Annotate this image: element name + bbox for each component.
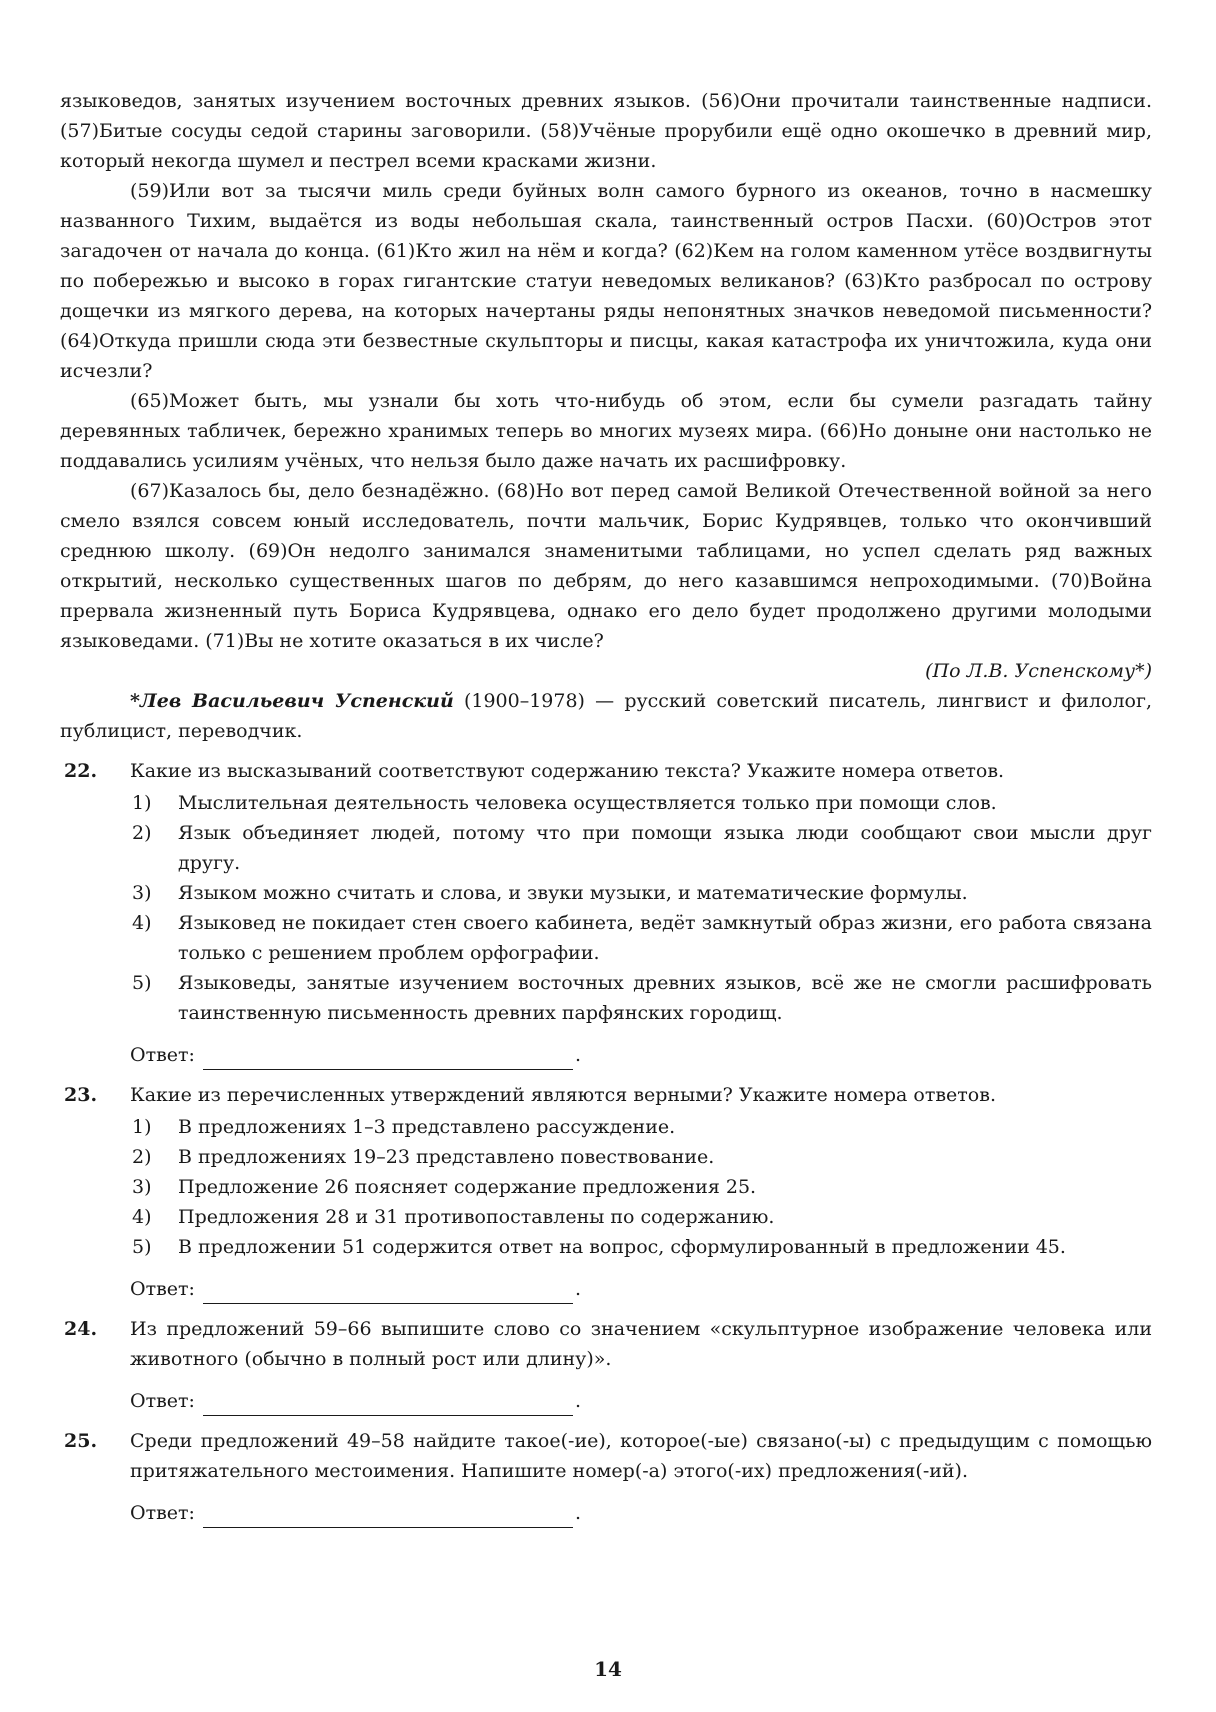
option-text: Языком можно считать и слова, и звуки музыки, и математические формулы. xyxy=(178,882,968,904)
footnote-text: (1900–1978) — русский советский писатель, лингвист и филолог, публицист, переводчик. xyxy=(60,690,1152,742)
option-text: В предложении 51 содержится ответ на вопрос, сформулированный в предложении 45. xyxy=(178,1236,1066,1258)
option-text: Языковед не покидает стен своего кабинета, ведёт замкнутый образ жизни, его работа связана только с решением проблем орфографии. xyxy=(178,912,1152,964)
option-number: 4) xyxy=(132,1206,152,1228)
answer-row xyxy=(130,1274,1152,1304)
option-number: 3) xyxy=(132,1176,152,1198)
paragraph: (67)Казалось бы, дело безнадёжно. (68)Но вот перед самой Великой Отечественной войной за него смело взялся совсем юный исследователь, почти мальчик, Борис Кудрявцев, только что окончивший среднюю школу. (69)Он недолго занимался знаменитыми таблицами, но успел сделать ряд важных открытий, несколько существенных шагов по дебрям, до него казавшимся непроходимыми. (70)Война прервала жизненный путь Бориса Кудрявцева, однако его дело будет продолжено другими молодыми языковедами. (71)Вы не хотите оказаться в их числе? xyxy=(60,480,1152,652)
text-source: (По Л.В. Успенскому*) xyxy=(925,660,1152,682)
answer-label: Ответ: xyxy=(130,1278,195,1300)
answer-row xyxy=(130,1498,1152,1528)
task-number: 23. xyxy=(64,1084,98,1106)
answer-dot: . xyxy=(574,1278,581,1300)
option xyxy=(130,968,1152,1028)
text-block xyxy=(60,86,1152,1534)
option-number: 1) xyxy=(132,1116,152,1138)
option xyxy=(130,1172,1152,1202)
answer-label: Ответ: xyxy=(130,1390,195,1412)
task-number: 22. xyxy=(64,760,98,782)
answer-input-25[interactable] xyxy=(203,1505,573,1528)
footnote xyxy=(60,686,1152,746)
option xyxy=(130,908,1152,968)
paragraph: (65)Может быть, мы узнали бы хоть что-нибудь об этом, если бы сумели разгадать тайну деревянных табличек, бережно хранимых теперь во многих музеях мира. (66)Но доныне они настолько не поддавались усилиям учёных, что нельзя было даже начать их расшифровку. xyxy=(60,390,1152,472)
task-question: Какие из перечисленных утверждений являются верными? Укажите номера ответов. xyxy=(130,1084,996,1106)
paragraph: языковедов, занятых изучением восточных древних языков. (56)Они прочитали таинственные надписи. (57)Битые сосуды седой старины заговорили. (58)Учёные прорубили ещё одно окошечко в древний мир, который некогда шумел и пестрел всеми красками жизни. xyxy=(60,90,1152,172)
option-number: 1) xyxy=(132,792,152,814)
option-text: Мыслительная деятельность человека осуществляется только при помощи слов. xyxy=(178,792,997,814)
option-text: В предложениях 1–3 представлено рассуждение. xyxy=(178,1116,676,1138)
option-number: 5) xyxy=(132,972,152,994)
option-text: В предложениях 19–23 представлено повествование. xyxy=(178,1146,715,1168)
option xyxy=(130,1202,1152,1232)
task-number: 24. xyxy=(64,1318,98,1340)
options-list xyxy=(130,1112,1152,1262)
option xyxy=(130,1142,1152,1172)
options-list xyxy=(130,788,1152,1028)
answer-input-24[interactable] xyxy=(203,1393,573,1416)
option-text: Предложения 28 и 31 противопоставлены по содержанию. xyxy=(178,1206,775,1228)
answer-dot: . xyxy=(574,1502,581,1524)
task-23 xyxy=(60,1080,1152,1304)
footnote-author: *Лев Васильевич Успенский xyxy=(130,690,454,712)
paragraph: (59)Или вот за тысячи миль среди буйных волн самого бурного из океанов, точно в насмешку названного Тихим, выдаётся из воды небольшая скала, таинственный остров Пасхи. (60)Остров этот загадочен от начала до конца. (61)Кто жил на нём и когда? (62)Кем на голом каменном утёсе воздвигнуты по побережью и высоко в горах гигантские статуи неведомых великанов? (63)Кто разбросал по острову дощечки из мягкого дерева, на которых начертаны ряды непонятных значков неведомой письменности? (64)Откуда пришли сюда эти безвестные скульпторы и писцы, какая катастрофа их уничтожила, куда они исчезли? xyxy=(60,180,1152,382)
answer-label: Ответ: xyxy=(130,1502,195,1524)
task-question: Среди предложений 49–58 найдите такое(-ие), которое(-ые) связано(-ы) с предыдущим с помощью притяжательного местоимения. Напишите номер(-а) этого(-их) предложения(-ий). xyxy=(130,1430,1152,1482)
task-number: 25. xyxy=(64,1430,98,1452)
option-text: Языковеды, занятые изучением восточных древних языков, всё же не смогли расшифровать таинственную письменность древних парфянских городищ. xyxy=(178,972,1152,1024)
answer-dot: . xyxy=(574,1044,581,1066)
option xyxy=(130,788,1152,818)
task-question: Какие из высказываний соответствуют содержанию текста? Укажите номера ответов. xyxy=(130,760,1005,782)
task-24 xyxy=(60,1314,1152,1416)
option-number: 5) xyxy=(132,1236,152,1258)
answer-input-23[interactable] xyxy=(203,1281,573,1304)
answer-dot: . xyxy=(574,1390,581,1412)
option xyxy=(130,1232,1152,1262)
option-number: 4) xyxy=(132,912,152,934)
option-number: 2) xyxy=(132,822,152,844)
task-25 xyxy=(60,1426,1152,1528)
task-question: Из предложений 59–66 выпишите слово со значением «скульптурное изображение человека или животного (обычно в полный рост или длину)». xyxy=(130,1318,1152,1370)
option-number: 3) xyxy=(132,882,152,904)
option xyxy=(130,1112,1152,1142)
answer-row xyxy=(130,1386,1152,1416)
option-text: Предложение 26 поясняет содержание предложения 25. xyxy=(178,1176,757,1198)
option xyxy=(130,878,1152,908)
answer-input-22[interactable] xyxy=(203,1047,573,1070)
page-number: 14 xyxy=(594,1657,622,1681)
option xyxy=(130,818,1152,878)
task-22 xyxy=(60,756,1152,1070)
option-text: Язык объединяет людей, потому что при помощи языка люди сообщают свои мысли друг другу. xyxy=(178,822,1152,874)
answer-label: Ответ: xyxy=(130,1044,195,1066)
option-number: 2) xyxy=(132,1146,152,1168)
answer-row xyxy=(130,1040,1152,1070)
